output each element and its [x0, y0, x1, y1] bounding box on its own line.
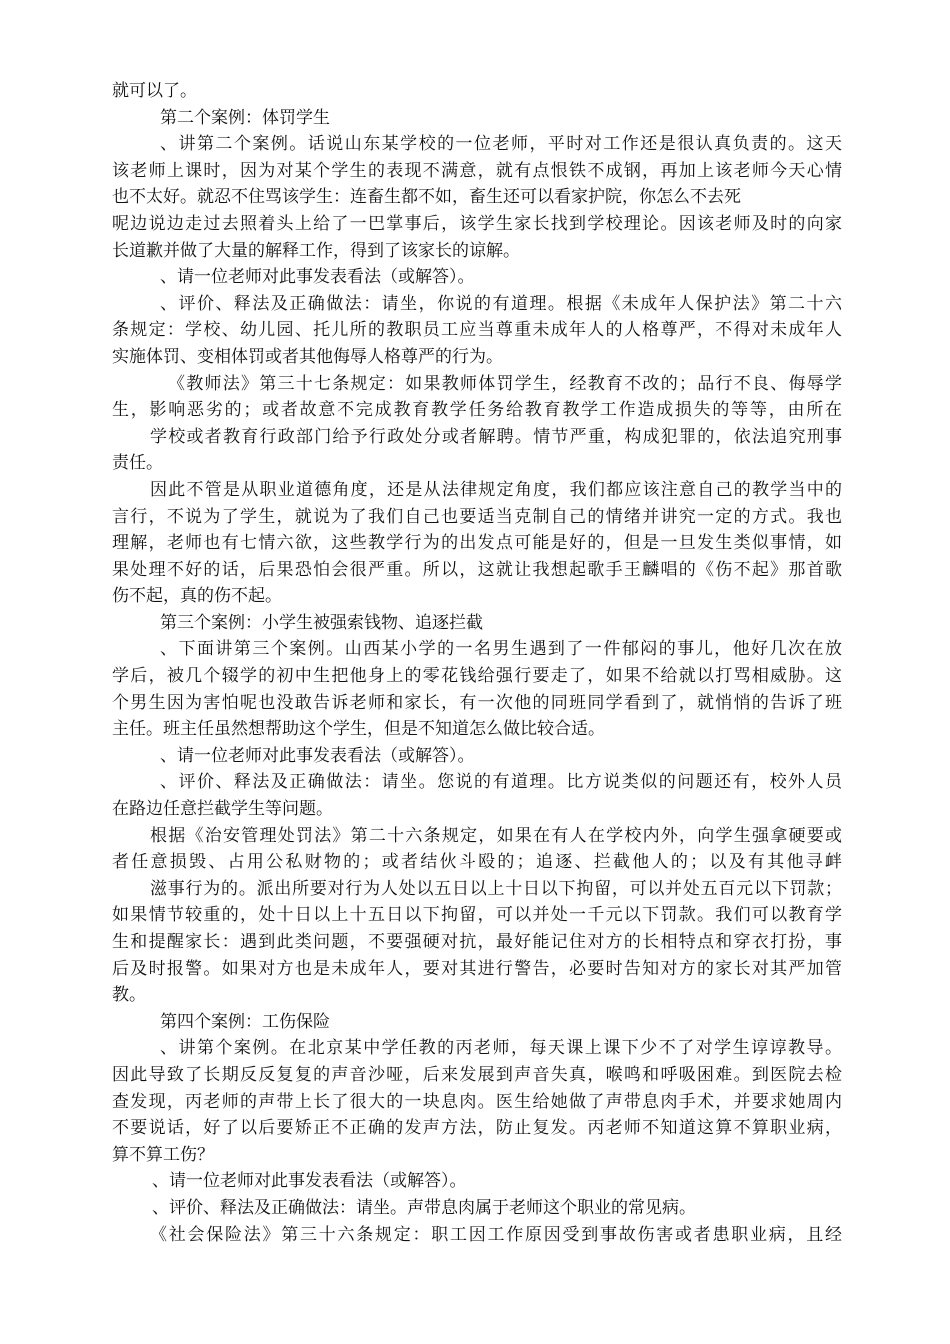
text-line: 、请一位老师对此事发表看法（或解答）。 [160, 745, 475, 766]
text-line: 如果情节较重的，处十日以上十五日以下拘留，可以并处一千元以下罚款。我们可以教育学 [112, 905, 842, 926]
text-line: 后及时报警。如果对方也是未成年人，要对其进行警告，必要时告知对方的家长对其严加管 [112, 958, 842, 979]
text-line: 、请一位老师对此事发表看法（或解答）。 [152, 1171, 467, 1192]
text-line: 长道歉并做了大量的解释工作，得到了该家长的谅解。 [112, 240, 520, 261]
section-heading-case-2: 第二个案例：体罚学生 [160, 107, 330, 128]
text-line: 查发现，丙老师的声带上长了很大的一块息肉。医生给她做了声带息肉手术，并要求她周内 [112, 1091, 842, 1112]
text-line: 生和提醒家长：遇到此类问题，不要强硬对抗，最好能记住对方的长相特点和穿衣打扮，事 [112, 932, 842, 952]
text-line: 算不算工伤？ [112, 1144, 214, 1165]
text-line: 、评价、释法及正确做法：请坐。您说的有道理。比方说类似的问题还有，校外人员 [160, 772, 842, 793]
document-body [112, 78, 842, 1248]
text-line: 就可以了。 [112, 81, 197, 101]
section-heading-case-4: 第四个案例：工伤保险 [160, 1011, 330, 1032]
text-line: 主任。班主任虽然想帮助这个学生，但是不知道怎么做比较合适。 [112, 719, 605, 740]
text-line: 、讲第二个案例。话说山东某学校的一位老师，平时对工作还是很认真负责的。这天 [160, 134, 842, 155]
text-line: 因此导致了长期反反复复的声音沙哑，后来发展到声音失真，喉鸣和呼吸困难。到医院去检 [112, 1064, 842, 1085]
section-heading-case-3: 第三个案例：小学生被强索钱物、追逐拦截 [160, 612, 483, 633]
text-line: 《社会保险法》第三十六条规定：职工因工作原因受到事故伤害或者患职业病，且经 [150, 1224, 842, 1245]
text-line: 、下面讲第三个案例。山西某小学的一名男生遇到了一件郁闷的事儿，他好几次在放 [160, 639, 842, 660]
text-line: 学后，被几个辍学的初中生把他身上的零花钱给强行要走了，如果不给就以打骂相威胁。这 [112, 666, 842, 687]
text-line: 也不太好。就忍不住骂该学生：连畜生都不如，畜生还可以看家护院，你怎么不去死 [112, 187, 741, 208]
text-line: 果处理不好的话，后果恐怕会很严重。所以，这就让我想起歌手王麟唱的《伤不起》那首歌 [112, 559, 842, 580]
text-line: 滋事行为的。派出所要对行为人处以五日以上十日以下拘留，可以并处五百元以下罚款； [150, 878, 842, 899]
text-line: 学校或者教育行政部门给予行政处分或者解聘。情节严重，构成犯罪的，依法追究刑事 [150, 426, 842, 447]
text-line: 个男生因为害怕呢也没敢告诉老师和家长，有一次他的同班同学看到了，就悄悄的告诉了班 [112, 692, 842, 713]
text-line: 《教师法》第三十七条规定：如果教师体罚学生，经教育不改的；品行不良、侮辱学 [168, 373, 842, 394]
text-line: 在路边任意拦截学生等问题。 [112, 799, 333, 820]
text-line: 条规定：学校、幼儿园、托儿所的教职员工应当尊重未成年人的人格尊严，不得对未成年人 [112, 320, 842, 341]
text-line: 言行，不说为了学生，就说为了我们自己也要适当克制自己的情绪并讲究一定的方式。我也 [112, 506, 842, 527]
text-line: 者任意损毁、占用公私财物的；或者结伙斗殴的；追逐、拦截他人的；以及有其他寻衅 [112, 852, 842, 873]
text-line: 因此不管是从职业道德角度，还是从法律规定角度，我们都应该注意自己的教学当中的 [150, 479, 842, 500]
text-line: 生，影响恶劣的；或者故意不完成教育教学任务给教育教学工作造成损失的等等，由所在 [112, 400, 842, 421]
text-line: 、评价、释法及正确做法：请坐，你说的有道理。根据《未成年人保护法》第二十六 [160, 293, 842, 314]
text-line: 、评价、释法及正确做法：请坐。声带息肉属于老师这个职业的常见病。 [152, 1197, 696, 1218]
text-line: 实施体罚、变相体罚或者其他侮辱人格尊严的行为。 [112, 346, 503, 367]
text-line: 理解，老师也有七情六欲，这些教学行为的出发点可能是好的，但是一旦发生类似事情，如 [112, 533, 842, 554]
text-line: 、请一位老师对此事发表看法（或解答）。 [160, 267, 475, 288]
text-line: 不要说话，好了以后要矫正不正确的发声方法，防止复发。丙老师不知道这算不算职业病， [112, 1118, 842, 1139]
text-line: 根据《治安管理处罚法》第二十六条规定，如果在有人在学校内外，向学生强拿硬要或 [150, 825, 842, 846]
text-line: 伤不起，真的伤不起。 [112, 586, 282, 607]
text-line: 责任。 [112, 453, 163, 474]
text-line: 教。 [112, 985, 146, 1006]
text-line: 该老师上课时，因为对某个学生的表现不满意，就有点恨铁不成钢，再加上该老师今天心情 [112, 160, 842, 181]
text-line: 呢边说边走过去照着头上给了一巴掌事后，该学生家长找到学校理论。因该老师及时的向家 [112, 213, 842, 234]
text-line: 、讲第个案例。在北京某中学任教的丙老师，每天课上课下少不了对学生谆谆教导。 [160, 1038, 842, 1059]
